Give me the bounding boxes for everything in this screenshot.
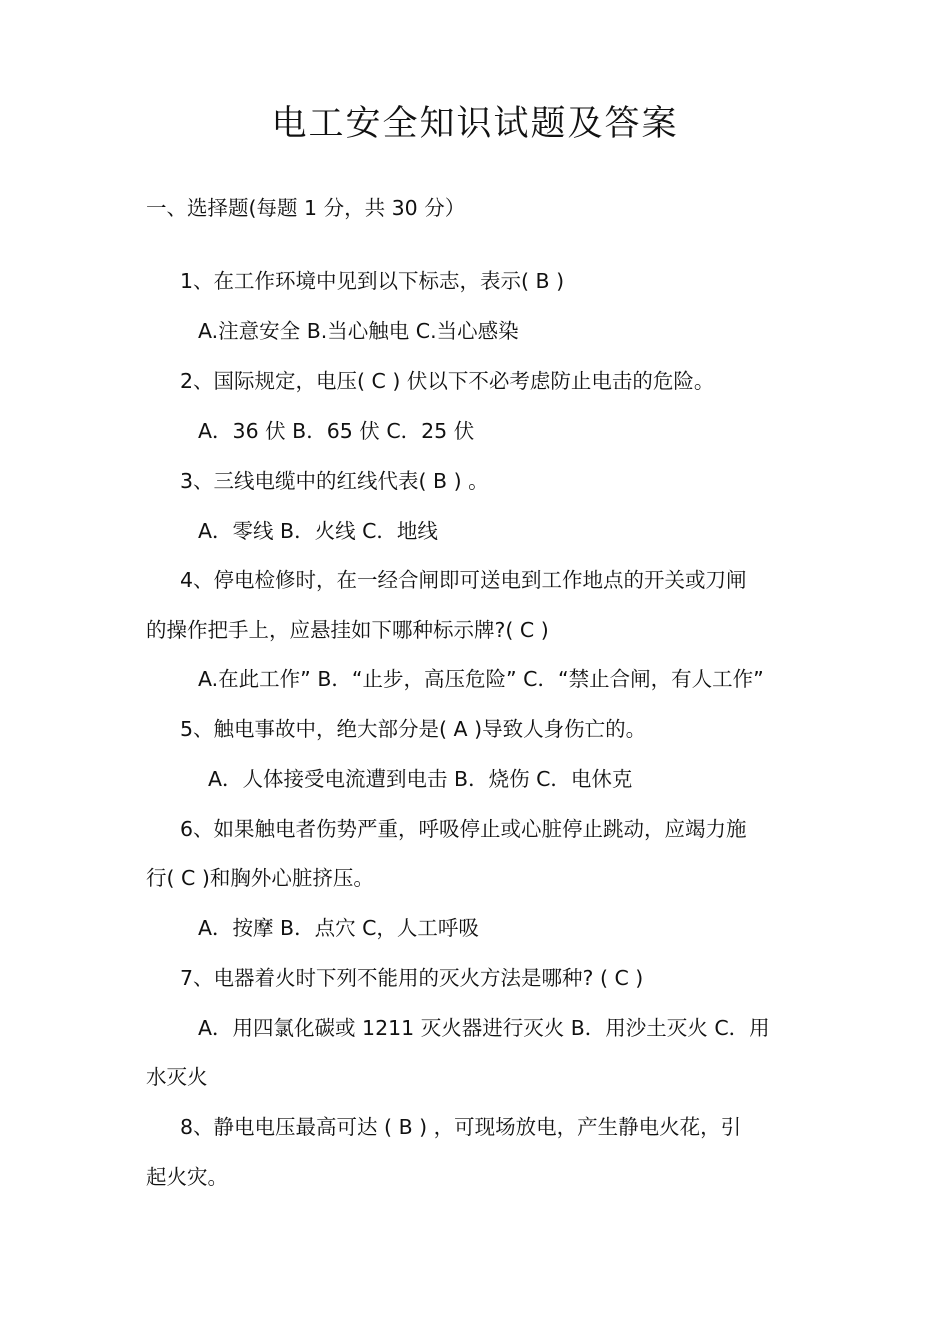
question-3-options: A．零线 B．火线 C．地线 — [198, 519, 438, 543]
question-7-options: A．用四氯化碳或 1211 灭火器进行灭火 B．用沙土灭火 C．用 — [198, 1016, 770, 1040]
question-2: 2、国际规定，电压( C ) 伏以下不必考虑防止电击的危险。 — [180, 369, 715, 393]
question-6-options: A．按摩 B．点穴 C，人工呼吸 — [198, 916, 479, 940]
question-4: 4、停电检修时，在一经合闸即可送电到工作地点的开关或刀闸 — [180, 568, 747, 592]
question-5-options: A．人体接受电流遭到电击 B．烧伤 C．电休克 — [208, 767, 633, 791]
question-6-continued: 行( C )和胸外心脏挤压。 — [146, 866, 374, 890]
question-5: 5、触电事故中，绝大部分是( A )导致人身伤亡的。 — [180, 717, 647, 741]
question-1-options: A.注意安全 B.当心触电 C.当心感染 — [198, 319, 519, 343]
question-6: 6、如果触电者伤势严重，呼吸停止或心脏停止跳动，应竭力施 — [180, 817, 747, 841]
question-4-continued: 的操作把手上，应悬挂如下哪种标示牌?( C ) — [146, 618, 549, 642]
question-2-options: A．36 伏 B．65 伏 C．25 伏 — [198, 419, 475, 443]
section-heading: 一、选择题(每题 1 分，共 30 分） — [146, 196, 466, 220]
question-3: 3、三线电缆中的红线代表( B ) 。 — [180, 469, 489, 493]
question-8-continued: 起火灾。 — [146, 1165, 228, 1189]
question-7: 7、电器着火时下列不能用的灭火方法是哪种? ( C ) — [180, 966, 644, 990]
question-7-options-continued: 水灭火 — [146, 1065, 208, 1089]
document-title: 电工安全知识试题及答案 — [271, 104, 679, 144]
question-4-options: A.在此工作” B．“止步，高压危险” C．“禁止合闸，有人工作” — [198, 667, 764, 691]
question-1: 1、在工作环境中见到以下标志，表示( B ) — [180, 269, 565, 293]
question-8: 8、静电电压最高可达 ( B ) ，可现场放电，产生静电火花，引 — [180, 1115, 742, 1139]
